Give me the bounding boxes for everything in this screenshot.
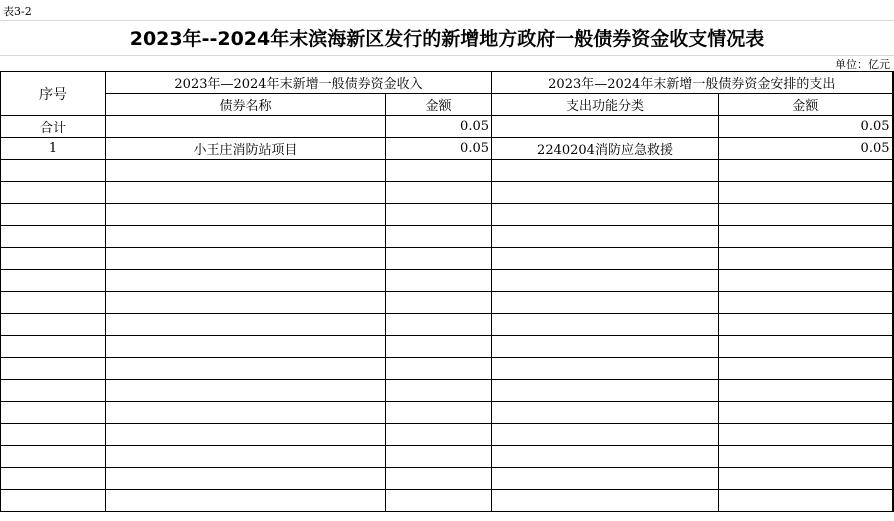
empty-row	[1, 336, 893, 358]
empty-cell[interactable]	[1, 292, 106, 314]
empty-cell[interactable]	[1, 490, 106, 512]
empty-cell[interactable]	[492, 380, 719, 402]
empty-cell[interactable]	[719, 336, 893, 358]
empty-cell[interactable]	[1, 468, 106, 490]
empty-row	[1, 292, 893, 314]
empty-cell[interactable]	[386, 204, 492, 226]
empty-row	[1, 248, 893, 270]
empty-cell[interactable]	[1, 314, 106, 336]
empty-row	[1, 270, 893, 292]
cell-amount[interactable]: 0.05	[386, 116, 492, 138]
empty-cell[interactable]	[492, 336, 719, 358]
empty-cell[interactable]	[386, 490, 492, 512]
empty-cell[interactable]	[106, 424, 386, 446]
empty-cell[interactable]	[106, 446, 386, 468]
empty-row	[1, 468, 893, 490]
empty-row	[1, 314, 893, 336]
empty-cell[interactable]	[492, 160, 719, 182]
empty-cell[interactable]	[492, 182, 719, 204]
empty-row	[1, 380, 893, 402]
table-number: 表3-2	[3, 5, 32, 18]
empty-cell[interactable]	[719, 226, 893, 248]
empty-cell[interactable]	[106, 160, 386, 182]
empty-row	[1, 358, 893, 380]
empty-row	[1, 182, 893, 204]
empty-cell[interactable]	[386, 402, 492, 424]
cell-func-class[interactable]: 2240204消防应急救援	[492, 138, 719, 160]
header-expense-group[interactable]: 2023年—2024年末新增一般债券资金安排的支出	[492, 72, 893, 94]
empty-cell[interactable]	[492, 248, 719, 270]
budget-table	[0, 71, 894, 512]
empty-cell[interactable]	[106, 490, 386, 512]
empty-row	[1, 402, 893, 424]
empty-row	[1, 160, 893, 182]
empty-cell[interactable]	[1, 402, 106, 424]
empty-cell[interactable]	[106, 468, 386, 490]
empty-cell[interactable]	[492, 490, 719, 512]
empty-row	[1, 490, 893, 512]
table-row	[1, 138, 893, 160]
empty-cell[interactable]	[106, 248, 386, 270]
empty-cell[interactable]	[719, 248, 893, 270]
empty-cell[interactable]	[106, 358, 386, 380]
empty-row	[1, 226, 893, 248]
empty-cell[interactable]	[492, 204, 719, 226]
empty-cell[interactable]	[492, 292, 719, 314]
empty-cell[interactable]	[1, 226, 106, 248]
header-bond-name[interactable]: 债券名称	[106, 94, 386, 116]
empty-cell[interactable]	[719, 182, 893, 204]
cell-bond-name[interactable]: 小王庄消防站项目	[106, 138, 386, 160]
empty-cell[interactable]	[719, 424, 893, 446]
empty-cell[interactable]	[106, 182, 386, 204]
empty-cell[interactable]	[719, 270, 893, 292]
empty-cell[interactable]	[492, 402, 719, 424]
table-row-total	[1, 116, 893, 138]
empty-cell[interactable]	[719, 402, 893, 424]
empty-cell[interactable]	[719, 160, 893, 182]
empty-cell[interactable]	[719, 204, 893, 226]
header-income-group[interactable]: 2023年—2024年末新增一般债券资金收入	[106, 72, 492, 94]
unit-label: 单位：亿元	[835, 58, 890, 71]
grid-line	[0, 55, 894, 56]
empty-cell[interactable]	[719, 380, 893, 402]
empty-cell[interactable]	[386, 248, 492, 270]
empty-row	[1, 424, 893, 446]
empty-cell[interactable]	[1, 248, 106, 270]
empty-row	[1, 204, 893, 226]
page-title: 2023年--2024年末滨海新区发行的新增地方政府一般债券资金收支情况表	[129, 28, 765, 50]
empty-cell[interactable]	[492, 358, 719, 380]
empty-cell[interactable]	[386, 182, 492, 204]
empty-cell[interactable]	[106, 204, 386, 226]
empty-cell[interactable]	[106, 380, 386, 402]
empty-cell[interactable]	[1, 336, 106, 358]
empty-cell[interactable]	[1, 380, 106, 402]
empty-cell[interactable]	[386, 270, 492, 292]
empty-cell[interactable]	[492, 314, 719, 336]
empty-cell[interactable]	[492, 468, 719, 490]
cell-seq[interactable]: 合计	[1, 116, 106, 138]
empty-cell[interactable]	[386, 160, 492, 182]
empty-cell[interactable]	[1, 160, 106, 182]
cell-seq[interactable]: 1	[1, 138, 106, 160]
empty-cell[interactable]	[386, 446, 492, 468]
empty-cell[interactable]	[1, 446, 106, 468]
empty-cell[interactable]	[106, 270, 386, 292]
cell-func-class[interactable]	[492, 116, 719, 138]
empty-cell[interactable]	[719, 314, 893, 336]
empty-cell[interactable]	[106, 314, 386, 336]
header-amount[interactable]: 金额	[386, 94, 492, 116]
cell-bond-name[interactable]	[106, 116, 386, 138]
empty-cell[interactable]	[1, 182, 106, 204]
empty-cell[interactable]	[386, 424, 492, 446]
empty-cell[interactable]	[492, 446, 719, 468]
empty-cell[interactable]	[1, 204, 106, 226]
empty-row	[1, 446, 893, 468]
empty-cell[interactable]	[719, 490, 893, 512]
header-func-class[interactable]: 支出功能分类	[492, 94, 719, 116]
empty-cell[interactable]	[386, 358, 492, 380]
empty-cell[interactable]	[106, 402, 386, 424]
cell-amount[interactable]: 0.05	[386, 138, 492, 160]
empty-cell[interactable]	[719, 358, 893, 380]
empty-cell[interactable]	[386, 314, 492, 336]
cell-amount2[interactable]: 0.05	[719, 138, 893, 160]
empty-cell[interactable]	[719, 468, 893, 490]
empty-cell[interactable]	[492, 424, 719, 446]
empty-cell[interactable]	[386, 468, 492, 490]
empty-cell[interactable]	[106, 226, 386, 248]
empty-cell[interactable]	[719, 292, 893, 314]
empty-cell[interactable]	[1, 270, 106, 292]
empty-cell[interactable]	[106, 292, 386, 314]
empty-cell[interactable]	[386, 226, 492, 248]
cell-amount2[interactable]: 0.05	[719, 116, 893, 138]
empty-cell[interactable]	[1, 424, 106, 446]
grid-line	[0, 20, 894, 21]
empty-cell[interactable]	[386, 336, 492, 358]
empty-cell[interactable]	[106, 336, 386, 358]
empty-cell[interactable]	[386, 380, 492, 402]
empty-cell[interactable]	[492, 226, 719, 248]
header-seq[interactable]: 序号	[1, 72, 106, 116]
header-amount2[interactable]: 金额	[719, 94, 893, 116]
empty-cell[interactable]	[386, 292, 492, 314]
empty-cell[interactable]	[719, 446, 893, 468]
empty-cell[interactable]	[492, 270, 719, 292]
empty-cell[interactable]	[1, 358, 106, 380]
